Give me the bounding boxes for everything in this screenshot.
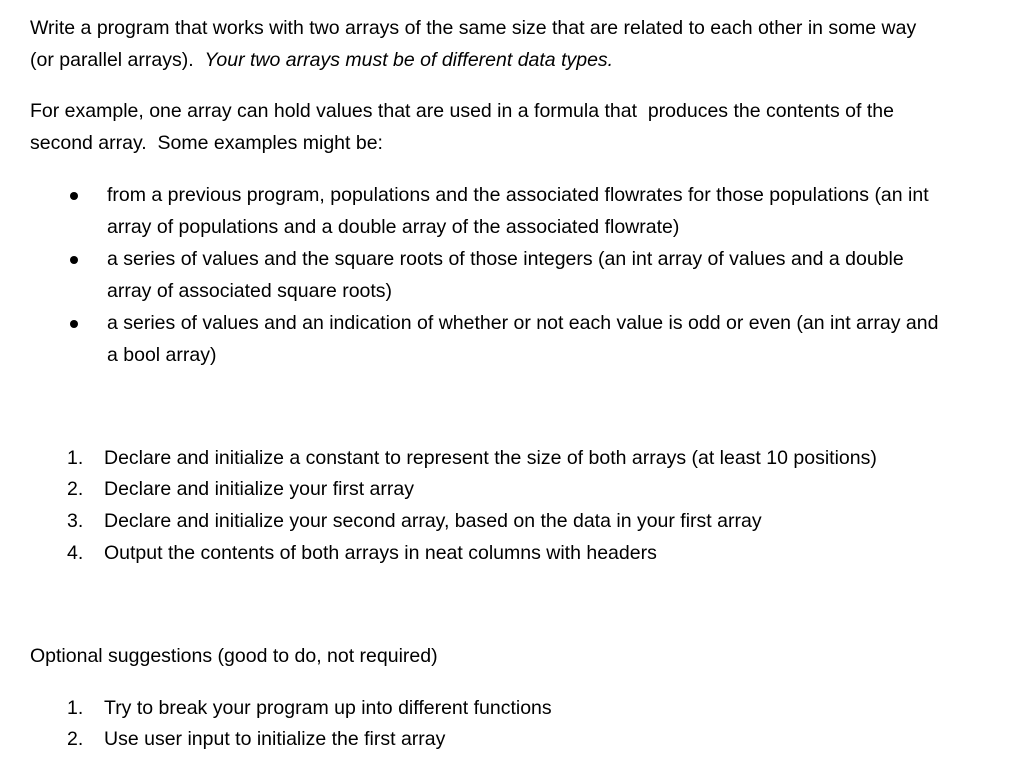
optional-number: 1.	[67, 697, 84, 719]
step-number: 4.	[67, 542, 84, 564]
intro-line-1: Write a program that works with two arrays of the same size that are related to each other in some way	[30, 17, 917, 39]
optional-text: Use user input to initialize the first array	[104, 728, 446, 750]
intro-line-2	[30, 44, 990, 76]
step-number: 1.	[67, 447, 84, 469]
bullet-line-2: array of associated square roots)	[107, 280, 393, 302]
bullet-line-1: a series of values and the square roots of those integers (an int array of values and a double	[107, 248, 904, 270]
step-text: Declare and initialize your first array	[104, 478, 414, 500]
step-number: 2.	[67, 478, 84, 500]
step-text: Declare and initialize a constant to represent the size of both arrays (at least 10 positions)	[104, 447, 877, 469]
bullet-line-1: a series of values and an indication of whether or not each value is odd or even (an int array and	[107, 312, 939, 334]
step-number: 3.	[67, 510, 84, 532]
bullet-dot-icon	[70, 256, 78, 264]
step-text: Declare and initialize your second array, based on the data in your first array	[104, 510, 762, 532]
example-line-2: second array. Some examples might be:	[30, 132, 383, 154]
step-text: Output the contents of both arrays in neat columns with headers	[104, 542, 657, 564]
bullet-dot-icon	[70, 192, 78, 200]
optional-heading: Optional suggestions (good to do, not required)	[30, 645, 438, 667]
bullet-line-1: from a previous program, populations and the associated flowrates for those populations (an int	[107, 184, 929, 206]
bullet-line-2: array of populations and a double array of the associated flowrate)	[107, 216, 680, 238]
example-line-1: For example, one array can hold values that are used in a formula that produces the contents of the	[30, 100, 894, 122]
example-paragraph	[30, 95, 990, 159]
intro-line-2-italic: Your two arrays must be of different data types.	[204, 49, 614, 71]
bullet-dot-icon	[70, 320, 78, 328]
intro-line-2-plain: (or parallel arrays).	[30, 49, 205, 71]
bullet-line-2: a bool array)	[107, 344, 217, 366]
intro-paragraph	[30, 12, 990, 76]
optional-text: Try to break your program up into different functions	[104, 697, 552, 719]
optional-number: 2.	[67, 728, 84, 750]
